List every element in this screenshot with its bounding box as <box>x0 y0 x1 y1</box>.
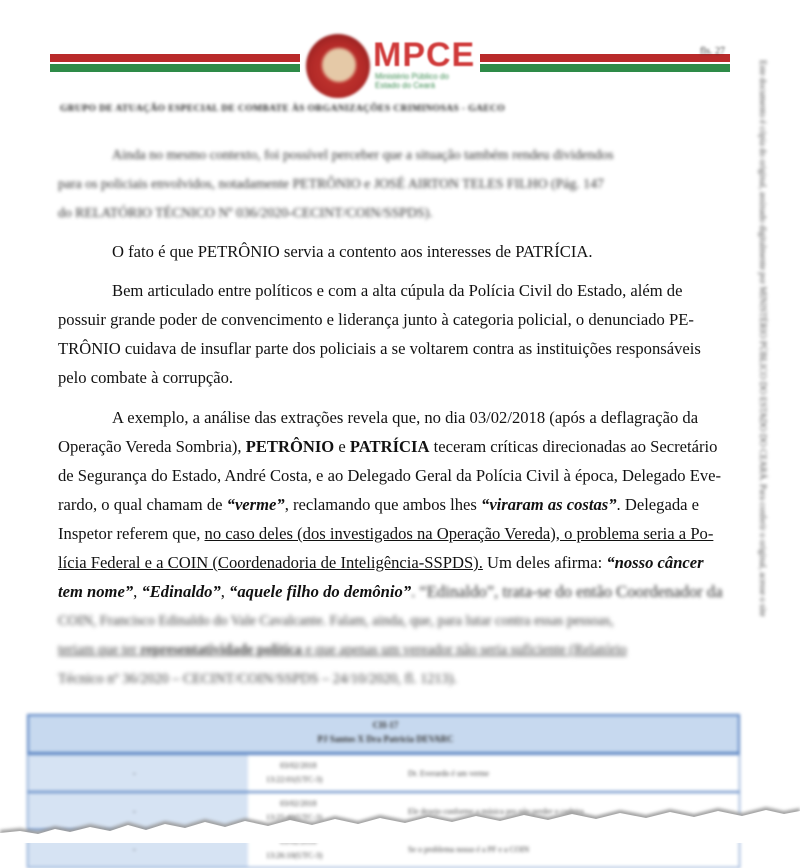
p4-l7-rest: . “Edinaldo”, trata-se do então Coordenador da <box>411 582 723 601</box>
p4-l4-costas: “viraram as costas” <box>481 495 617 514</box>
paragraph-4-line-5 <box>58 522 713 546</box>
p4-l2-e: e <box>334 437 350 456</box>
paragraph-4-line-10: Técnico nº 36/2020 – CECINT/COIN/SSPDS – 24/10/2020, fl. 1213). <box>58 671 457 687</box>
logo-subtitle: Ministério Público do Estado do Ceará <box>375 72 449 90</box>
p4-l4-mid: , reclamando que ambos lhes <box>284 495 482 514</box>
p4-l6-underlined: lícia Federal e a COIN (Coordenadoria de Inteligência-SSPDS). <box>58 553 483 572</box>
paragraph-4-line-4 <box>58 493 699 517</box>
cell-date-text: 03/02/2018 <box>280 761 317 770</box>
paragraph-1-line-2: para os policiais envolvidos, notadamente PETRÔNIO e JOSÉ AIRTON TELES FILHO (Pág. 147 <box>58 176 604 191</box>
p4-l2-petronio: PETRÔNIO <box>245 437 335 456</box>
p4-l2-rest: teceram críticas direcionadas ao Secretário <box>429 437 718 456</box>
header-bar-red-left <box>50 54 300 62</box>
cell-time-text: 13:25:40(UTC-3) <box>266 813 323 822</box>
p4-l7-quote-3: “aquele filho do demônio” <box>229 582 412 601</box>
p4-l7-quote-1: tem nome” <box>58 582 134 601</box>
paragraph-3-line-4: pelo combate à corrupção. <box>58 368 234 387</box>
paragraph-2: O fato é que PETRÔNIO servia a contento aos interesses de PATRÍCIA. <box>112 242 593 261</box>
cell-message-text: Ele desejo conforme a música pro não perder o cadeira <box>408 807 584 816</box>
header-bar-green-right <box>480 64 730 72</box>
table-title: CH-17 <box>372 720 399 730</box>
cell-message-text: Dr. Everardo é um verme <box>408 769 490 778</box>
header-bar-green-left <box>50 64 300 72</box>
table-cell-sender <box>28 755 249 791</box>
paragraph-1-line-1: Ainda no mesmo contexto, foi possível perceber que a situação também rendeu dividendos <box>112 147 614 162</box>
table-row <box>27 754 740 792</box>
paragraph-4-line-9 <box>58 638 627 662</box>
table-header <box>27 714 740 754</box>
side-stamp-text: Este documento é cópia do original, assinado digitalmente por MINISTÉRIO PÚBLICO DO ESTADO DO CEARÁ. Para conferir o original, acesse o site <box>758 60 768 617</box>
p4-l7-sep-2: , <box>220 582 230 601</box>
paragraph-4-line-1: A exemplo, a análise das extrações revela que, no dia 03/02/2018 (após a deflagração da <box>112 408 699 427</box>
paragraph-3-line-1: Bem articulado entre políticos e com a alta cúpula da Polícia Civil do Estado, além de <box>112 281 683 300</box>
cell-time-text: 13:22:01(UTC-3) <box>266 775 323 784</box>
p4-l4-end: . Delegada e <box>616 495 700 514</box>
p4-l8-text: COIN, Francisco Edinaldo do Vale Cavalcante. Falam, ainda, que, para lutar contra essas pessoas, <box>58 613 614 629</box>
paragraph-4-line-8 <box>58 609 614 633</box>
table-cell-date <box>248 755 369 791</box>
logo-text: MPCE <box>373 36 476 74</box>
cell-sender-text: - <box>133 845 136 854</box>
p4-l5-text: Inspetor referem que, <box>58 524 205 543</box>
table-cell-message <box>368 755 739 791</box>
table-subtitle: PJ Santos X Dra Patricia DEVARC <box>317 734 454 744</box>
p4-l7-sep-1: , <box>133 582 142 601</box>
paragraph-4-line-6 <box>58 551 704 575</box>
cell-sender-text: - <box>133 769 136 778</box>
paragraph-3-line-2: possuir grande poder de convencimento e liderança junto à categoria policial, o denunciado PE- <box>58 310 694 329</box>
paragraph-3-line-3: TRÔNIO cuidava de insuflar parte dos policiais a se voltarem contra as instituições responsáveis <box>58 339 701 358</box>
paragraph-4-line-2 <box>58 435 717 459</box>
cell-sender-text: - <box>133 807 136 816</box>
p4-l9-bold: representatividade política <box>140 642 302 658</box>
p4-l7-quote-2: “Edinaldo” <box>141 582 221 601</box>
cell-time-text: 13:26:10(UTC-3) <box>266 851 323 860</box>
p4-l6-quote: “nosso câncer <box>606 553 704 572</box>
p4-l2-text: Operação Vereda Sombria), <box>58 437 246 456</box>
p4-l6-text: Um deles afirma: <box>482 553 607 572</box>
page-number: fls. 27 <box>700 46 725 57</box>
header-bar-red-right <box>480 54 730 62</box>
paragraph-1-line-3: do RELATÓRIO TÉCNICO Nº 036/2020-CECINT/COIN/SSPDS). <box>58 205 433 220</box>
group-title: GRUPO DE ATUAÇÃO ESPECIAL DE COMBATE ÀS ORGANIZAÇÕES CRIMINOSAS - GAECO <box>60 104 506 114</box>
p4-l9-rest: e que apenas um vereador não seria suficiente (Relatório <box>301 642 627 658</box>
cell-message-text: Se o problema nosso é a PF e a COIN <box>408 845 530 854</box>
p4-l4-text: rardo, o qual chamam de <box>58 495 227 514</box>
paragraph-4-line-3: de Segurança do Estado, André Costa, e ao Delegado Geral da Polícia Civil à época, Delegado Eve- <box>58 466 722 485</box>
p4-l9-text: teriam que ter <box>58 642 141 658</box>
p4-l5-underlined: no caso deles (dos investigados na Operação Vereda), o problema seria a Po- <box>204 524 714 543</box>
side-authentication-stamp <box>758 60 788 700</box>
p4-l2-patricia: PATRÍCIA <box>349 437 430 456</box>
mpce-seal-map <box>322 48 356 82</box>
paragraph-4-line-7 <box>58 580 723 604</box>
torn-paper-edge <box>0 800 800 843</box>
cell-date-text: 03/02/2018 <box>280 799 317 808</box>
p4-l4-verme: “verme” <box>226 495 285 514</box>
